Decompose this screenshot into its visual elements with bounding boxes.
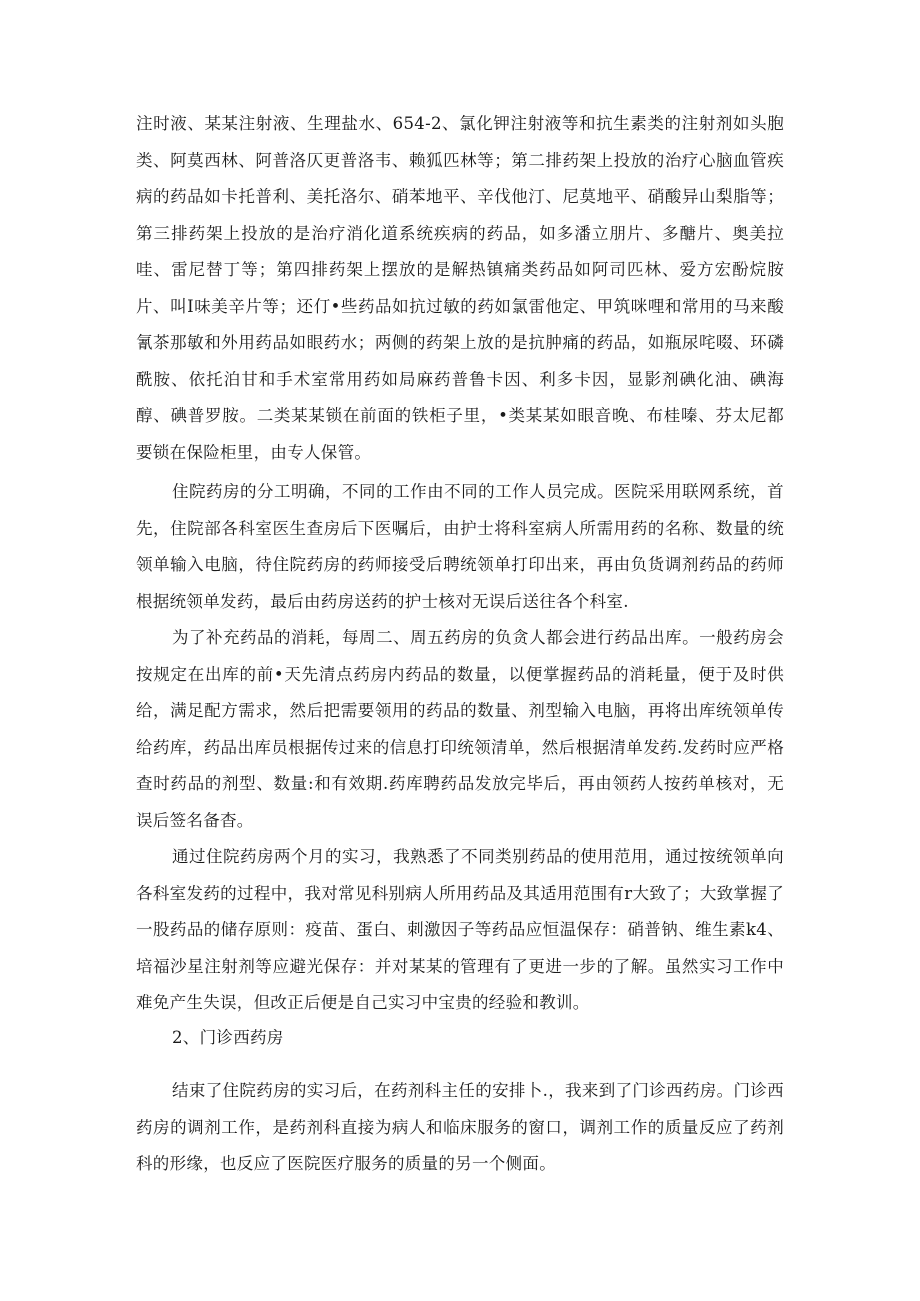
body-paragraph: 为了补充药品的消耗，每周二、周五药房的负贪人都会进行药品出库。一般药房会按规定在出库的前•天先清点药房内药品的数量，以便掌握药品的消耗量，便于及时供给，满足配方需求，然后把需要领用的药品的数量、剂型输入电脑，再将出库统领单传给药库，药品出库员根据传过来的信息打印统领清单，然后根据清单发药.发药时应严格查时药品的剂型、数量:和有效期.药库聘药品发放完毕后，再由领药人按药单核对，无误后签名备杳。 xyxy=(136,628,784,830)
section-heading: 2、门诊西药房 xyxy=(172,1028,284,1047)
body-paragraph: 注时液、某某注射液、生理盐水、654-2、氯化钾注射液等和抗生素类的注射剂如头胞类、阿莫西林、阿普洛仄更普洛韦、赖狐匹林等；第二排药架上投放的治疗心脑血管疾病的药品如卡托普利、美托洛尔、硝苯地平、辛伐他汀、尼莫地平、硝酸异山梨脂等；第三排药架上投放的是治疗消化道系统疾病的药品，如多潘立朋片、多醣片、奥美拉哇、雷尼替丁等；第四排药架上摆放的是解热镇痛类药品如阿司匹林、爱方宏酚烷胺片、叫I味美辛片等；还仃•些药品如抗过敏的药如氯雷他定、甲筑咪哩和常用的马来酸氰茶那敏和外用药品如眼药水；两侧的药架上放的是抗肿痛的药品，如瓶尿咤啜、环磷酰胺、依托泊甘和手术室常用药如局麻药普鲁卡因、利多卡因，显影剂碘化油、碘海醇、碘普罗胺。二类某某锁在前面的铁柜子里，•类某某如眼音晚、布桂嗪、芬太尼都要锁在保险柜里，由专人保管。 xyxy=(136,114,784,462)
body-paragraph: 住院药房的分工明确，不同的工作由不同的工作人员完成。医院采用联网系统，首先，住院部各科室医生查房后下医嘱后，由护士将科室病人所需用药的名称、数量的统领单输入电脑，待住院药房的药师接受后聘统领单打印出来，再由负货调剂药品的药师根据统领单发药，最后由药房送药的护士核对无误后送往各个科室. xyxy=(136,482,784,611)
body-paragraph: 通过住院药房两个月的实习，我熟悉了不同类别药品的使用范用，通过按统领单向各科室发药的过程中，我对常见科别病人所用药品及其适用范围有r大致了；大致掌握了一股药品的储存原则：疫苗、蛋白、刺激因子等药品应恒温保存：硝普钠、维生素k4、培福沙星注射剂等应避光保存：并对某某的管理有了更进一步的了解。虽然实习工作中难免产生失误，但改正后便是自己实习中宝贵的经验和教训。 xyxy=(136,847,784,1012)
body-paragraph: 结束了住院药房的实习后，在药剂科主任的安排卜.，我来到了门诊西药房。门诊西药房的调剂工作，是药剂科直接为病人和临床服务的窗口，调剂工作的质量反应了药剂科的形缘，也反应了医院医疗服务的质量的另一个侧面。 xyxy=(136,1081,784,1173)
